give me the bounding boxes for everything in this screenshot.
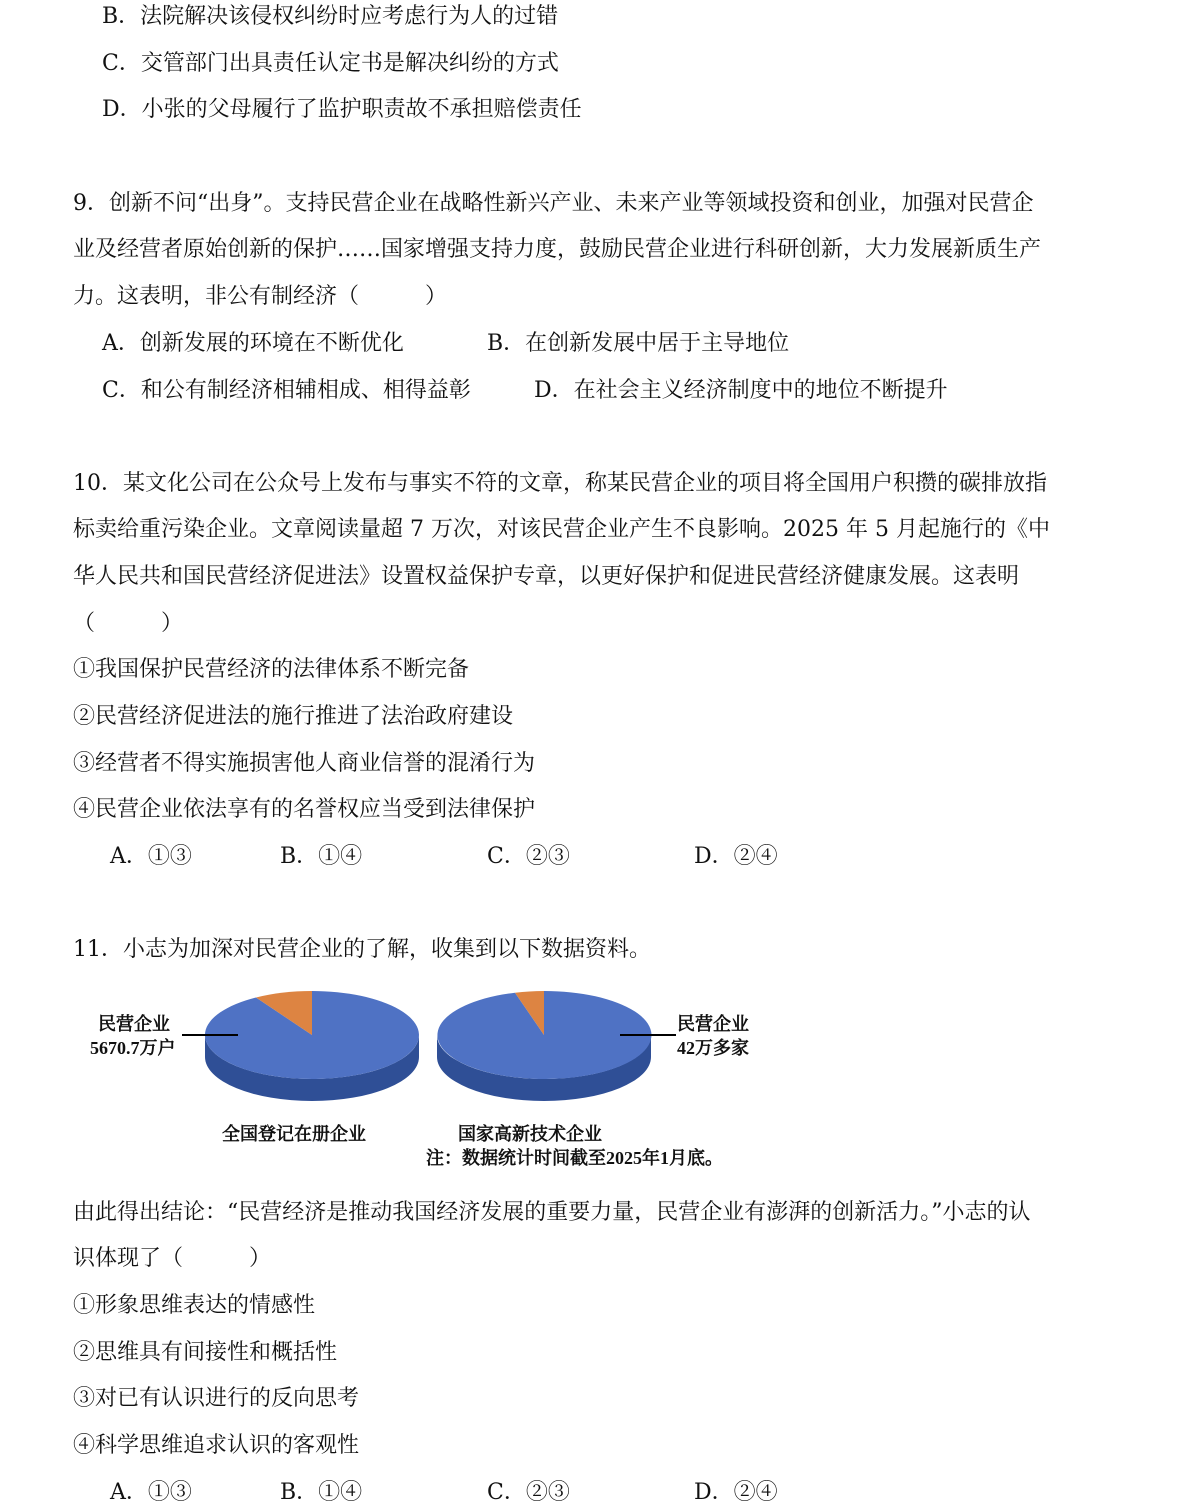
pie-2-label-line-1: 民营企业 <box>677 1014 749 1034</box>
pie-2 <box>437 991 651 1101</box>
q10-statement-1: ①我国保护民营经济的法律体系不断完备 <box>73 657 470 682</box>
q11-stem: 11．小志为加深对民营企业的了解，收集到以下数据资料。 <box>73 937 651 962</box>
q9-option-c: C．和公有制经济相辅相成、相得益彰 <box>102 378 471 403</box>
pie-2-caption: 国家高新技术企业 <box>458 1124 602 1144</box>
q10-stem-line-3: 华人民共和国民营经济促进法》设置权益保护专章，以更好保护和促进民营经济健康发展。这表明 <box>73 564 1020 589</box>
q11-option-b: B．①④ <box>280 1480 363 1505</box>
q11-option-d: D．②④ <box>694 1480 778 1505</box>
q10-option-d: D．②④ <box>694 844 778 869</box>
q10-stem-line-4: （ ） <box>73 611 184 636</box>
q10-statement-3: ③经营者不得实施损害他人商业信誉的混淆行为 <box>73 751 536 776</box>
q10-statement-2: ②民营经济促进法的施行推进了法治政府建设 <box>73 704 514 729</box>
q11-statement-4: ④科学思维追求认识的客观性 <box>73 1433 360 1458</box>
pie-2-label-line-2: 42万多家 <box>677 1038 749 1058</box>
q10-statement-4: ④民营企业依法享有的名誉权应当受到法律保护 <box>73 797 536 822</box>
q11-option-a: A．①③ <box>110 1480 192 1505</box>
q11-option-c: C．②③ <box>487 1480 570 1505</box>
pie-1 <box>205 991 419 1101</box>
pie-1-label-line-2: 5670.7万户 <box>90 1038 176 1058</box>
q10-stem-line-2: 标卖给重污染企业。文章阅读量超 7 万次，对该民营企业产生不良影响。2025 年 5 月起施行的《中 <box>73 517 1050 542</box>
q9-option-b: B．在创新发展中居于主导地位 <box>487 331 790 356</box>
q8-option-c: C．交管部门出具责任认定书是解决纠纷的方式 <box>102 51 559 76</box>
q11-conclusion-line-2: 识体现了（ ） <box>73 1246 272 1271</box>
q10-option-b: B．①④ <box>280 844 363 869</box>
q8-option-d: D．小张的父母履行了监护职责故不承担赔偿责任 <box>102 97 582 122</box>
q9-stem-line-2: 业及经营者原始创新的保护……国家增强支持力度，鼓励民营企业进行科研创新，大力发展新质生产 <box>73 237 1042 262</box>
q10-option-c: C．②③ <box>487 844 570 869</box>
q10-option-a: A．①③ <box>110 844 192 869</box>
q11-statement-3: ③对已有认识进行的反向思考 <box>73 1386 360 1411</box>
q9-stem-line-1: 9．创新不问“出身”。支持民营企业在战略性新兴产业、未来产业等领域投资和创业，加强对民营企 <box>73 191 1034 216</box>
q11-statement-1: ①形象思维表达的情感性 <box>73 1293 316 1318</box>
q11-conclusion-line-1: 由此得出结论：“民营经济是推动我国经济发展的重要力量，民营企业有澎湃的创新活力。”小志的认 <box>73 1200 1031 1225</box>
pie-1-label-line-1: 民营企业 <box>98 1014 170 1034</box>
q10-stem-line-1: 10．某文化公司在公众号上发布与事实不符的文章，称某民营企业的项目将全国用户积攒的碳排放指 <box>73 471 1047 496</box>
figure-note: 注：数据统计时间截至2025年1月底。 <box>426 1148 723 1168</box>
q11-statement-2: ②思维具有间接性和概括性 <box>73 1340 338 1365</box>
pie-2-slice-private <box>437 991 651 1079</box>
q9-stem-line-3: 力。这表明，非公有制经济（ ） <box>73 284 448 309</box>
q9-option-d: D．在社会主义经济制度中的地位不断提升 <box>534 378 948 403</box>
pie-1-caption: 全国登记在册企业 <box>222 1124 366 1144</box>
q9-option-a: A．创新发展的环境在不断优化 <box>102 331 404 356</box>
q8-option-b: B．法院解决该侵权纠纷时应考虑行为人的过错 <box>102 4 559 29</box>
